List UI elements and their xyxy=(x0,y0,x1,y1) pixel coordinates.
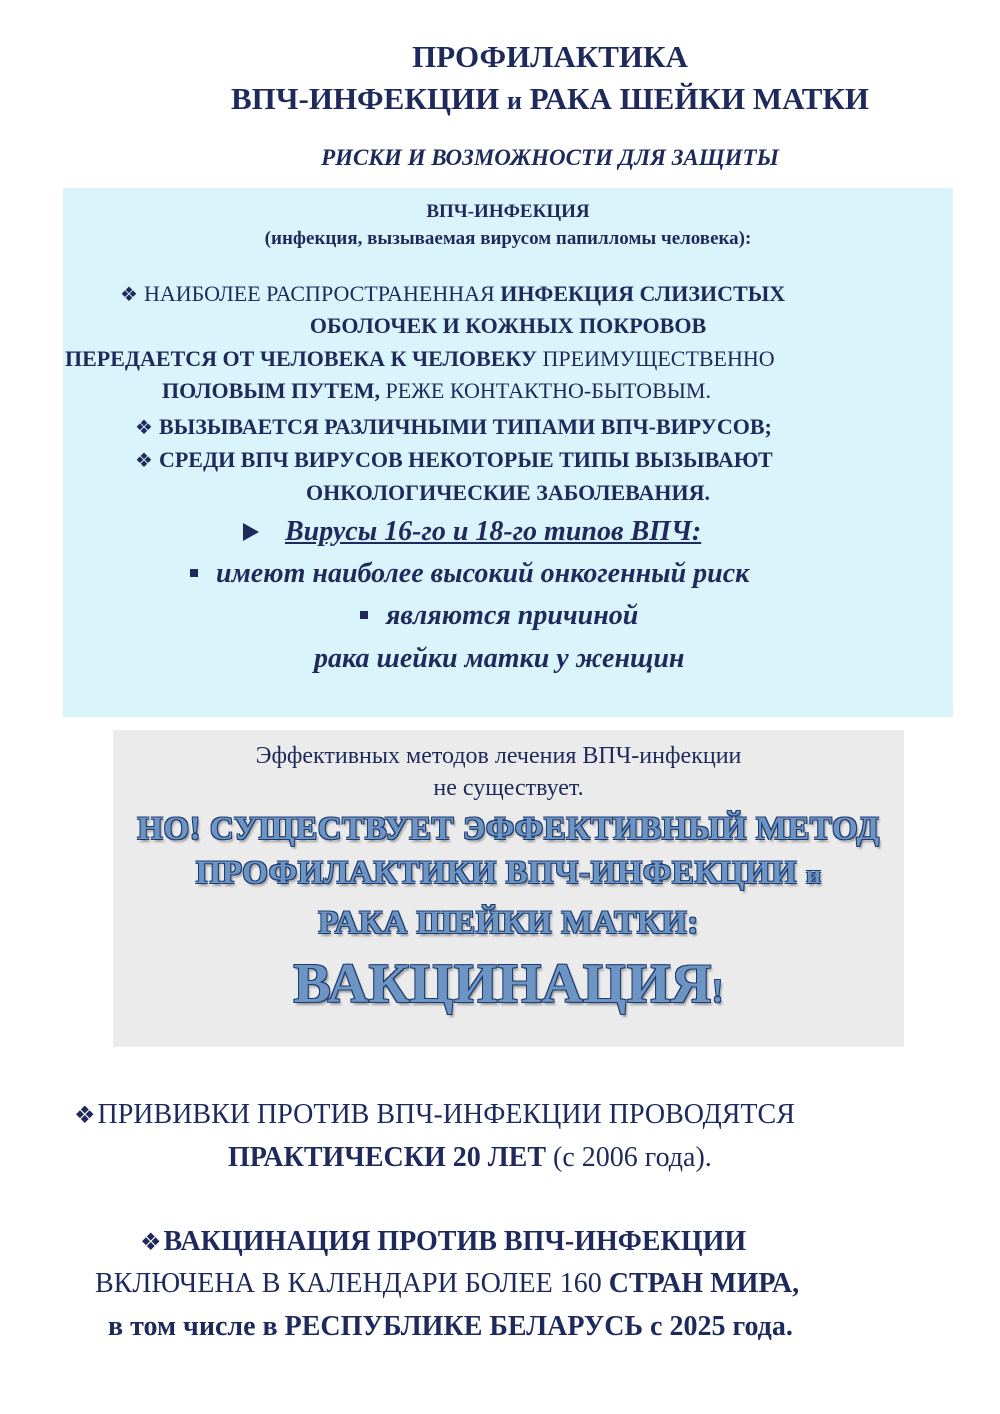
arrow-bullet-icon xyxy=(243,523,259,541)
fact-most-common-cont: ОБОЛОЧЕК И КОЖНЫХ ПОКРОВОВ xyxy=(309,313,707,338)
method-headline-3: РАКА ШЕЙКИ МАТКИ: xyxy=(318,905,699,941)
square-bullet-icon xyxy=(190,569,198,577)
hpv-heading-note: (инфекция, вызываемая вирусом папилломы человека): xyxy=(264,228,752,249)
fact-transmission-cont: ПОЛОВЫМ ПУТЕМ, РЕЖЕ КОНТАКТНО-БЫТОВЫМ. xyxy=(162,378,711,403)
square-bullet-icon xyxy=(360,611,368,619)
fact-oncogenic-cont: ОНКОЛОГИЧЕСКИЕ ЗАБОЛЕВАНИЯ. xyxy=(306,480,710,505)
fact-vaccination-countries: ❖ВАКЦИНАЦИЯ ПРОТИВ ВПЧ-ИНФЕКЦИИ xyxy=(140,1226,747,1257)
bullet-high-risk: имеют наиболее высокий онкогенный риск xyxy=(190,558,749,590)
fact-vaccination-belarus: в том числе в РЕСПУБЛИКЕ БЕЛАРУСЬ с 2025 года. xyxy=(108,1311,793,1342)
page-title xyxy=(0,36,1000,122)
fact-oncogenic: ❖ СРЕДИ ВПЧ ВИРУСОВ НЕКОТОРЫЕ ТИПЫ ВЫЗЫВАЮТ xyxy=(135,447,773,472)
diamond-bullet-icon: ❖ xyxy=(140,1230,162,1256)
diamond-bullet-icon: ❖ xyxy=(135,450,153,472)
title-line-1: ПРОФИЛАКТИКА xyxy=(412,39,688,74)
fact-most-common: ❖ НАИБОЛЕЕ РАСПРОСТРАНЕННАЯ ИНФЕКЦИЯ СЛИЗИСТЫХ xyxy=(120,281,786,306)
diamond-bullet-icon: ❖ xyxy=(135,417,153,439)
no-treatment-note: Эффективных методов лечения ВПЧ-инфекции не существует. xyxy=(255,743,742,801)
bullet-cause: являются причиной xyxy=(360,600,638,632)
bullet-cause-cont: рака шейки матки у женщин xyxy=(314,643,685,674)
fact-vaccination-years: ❖ПРИВИВКИ ПРОТИВ ВПЧ-ИНФЕКЦИИ ПРОВОДЯТСЯ xyxy=(74,1099,795,1130)
diamond-bullet-icon: ❖ xyxy=(74,1103,96,1129)
fact-transmission: ПЕРЕДАЕТСЯ ОТ ЧЕЛОВЕКА К ЧЕЛОВЕКУ ПРЕИМУЩЕСТВЕННО xyxy=(65,346,775,371)
hpv-heading: ВПЧ-ИНФЕКЦИЯ (инфекция, вызываемая вирусом папилломы человека): xyxy=(63,198,953,252)
fact-types: ❖ ВЫЗЫВАЕТСЯ РАЗЛИЧНЫМИ ТИПАМИ ВПЧ-ВИРУСОВ; xyxy=(135,414,772,439)
vaccination-headline: ВАКЦИНАЦИЯ! xyxy=(293,953,724,1015)
fact-vaccination-years-cont: ПРАКТИЧЕСКИ 20 ЛЕТ (с 2006 года). xyxy=(228,1142,712,1173)
viruses-heading: Вирусы 16-го и 18-го типов ВПЧ: xyxy=(243,516,701,548)
method-headline-1: НО! СУЩЕСТВУЕТ ЭФФЕКТИВНЫЙ МЕТОД xyxy=(137,811,880,847)
method-headline-2: ПРОФИЛАКТИКИ ВПЧ-ИНФЕКЦИИ и xyxy=(195,855,822,891)
fact-vaccination-countries-cont: ВКЛЮЧЕНА В КАЛЕНДАРИ БОЛЕЕ 160 СТРАН МИРА, xyxy=(95,1268,800,1299)
title-line-2: ВПЧ-ИНФЕКЦИИ и РАКА ШЕЙКИ МАТКИ xyxy=(230,81,870,116)
page-subtitle: РИСКИ И ВОЗМОЖНОСТИ ДЛЯ ЗАЩИТЫ xyxy=(321,145,779,170)
diamond-bullet-icon: ❖ xyxy=(120,284,138,306)
